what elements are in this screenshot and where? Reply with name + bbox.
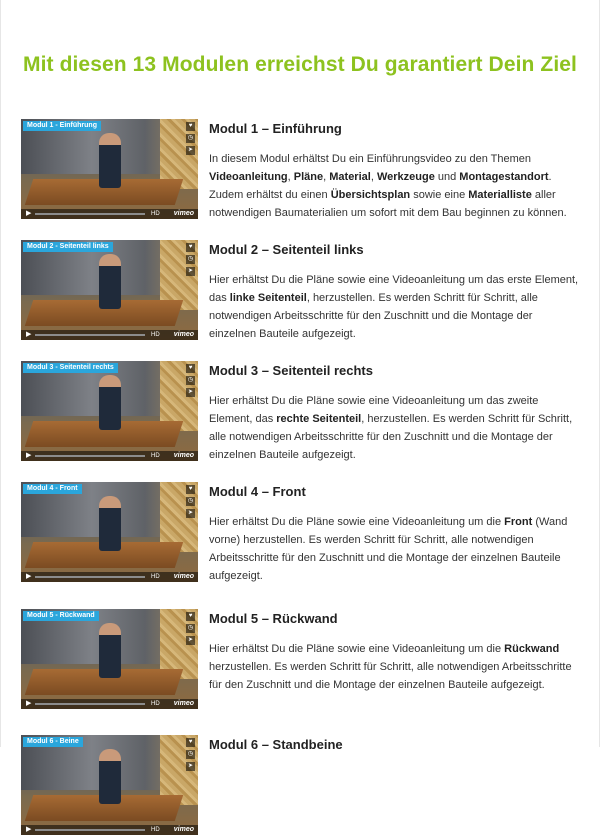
vimeo-logo[interactable]: vimeo (173, 573, 194, 580)
highlight-text: Materialliste (468, 189, 532, 201)
play-icon[interactable]: ▶ (26, 700, 32, 707)
video-progress-bar[interactable] (35, 455, 145, 457)
description-text: Hier erhältst Du die Pläne sowie eine Videoanleitung um die (209, 516, 505, 528)
share-icon[interactable]: ➤ (187, 763, 194, 769)
video-control-bar (21, 825, 198, 835)
description-text: und (434, 171, 460, 183)
vimeo-logo[interactable]: vimeo (173, 210, 194, 217)
video-control-bar (21, 209, 198, 219)
description-text: , herzustellen. Es werden Schritt für Schritt, alle notwendigen Arbeitsschritte für den Zuschnitt und die Montage der einzelnen Bauteile aufgezeigt. (209, 292, 538, 340)
video-progress-bar[interactable] (35, 576, 145, 578)
like-icon[interactable]: ♥ (186, 243, 195, 252)
description-text: , (323, 171, 330, 183)
description-text: Hier erhältst Du die Pläne sowie eine Videoanleitung um das erste Element, das (209, 274, 579, 304)
vimeo-logo[interactable]: vimeo (173, 700, 194, 707)
like-icon[interactable]: ♥ (186, 364, 195, 373)
video-control-bar (21, 451, 198, 461)
video-thumbnail[interactable] (21, 609, 198, 709)
highlight-text: Werkzeuge (376, 171, 435, 183)
hd-icon[interactable]: HD (151, 701, 160, 707)
description-text: herzustellen. Es werden Schritt für Schritt, alle notwendigen Arbeitsschritte für den Zuschnitt und die Montage der einzelnen Bauteile aufgezeigt. (209, 661, 572, 691)
video-thumbnail[interactable] (21, 482, 198, 582)
module-title: Modul 1 – Einführung (209, 121, 342, 136)
thumbnail-scene (99, 623, 121, 678)
vimeo-logo[interactable]: vimeo (173, 826, 194, 833)
description-text: Hier erhältst Du die Pläne sowie eine Videoanleitung um das zweite Element, das (209, 395, 539, 425)
page-title: Mit diesen 13 Modulen erreichst Du garantiert Dein Ziel (23, 53, 577, 76)
play-icon[interactable]: ▶ (26, 573, 32, 580)
video-thumbnail[interactable] (21, 361, 198, 461)
video-thumbnail[interactable] (21, 735, 198, 835)
later-icon[interactable]: ◷ (187, 135, 194, 141)
share-icon[interactable]: ➤ (187, 147, 194, 153)
module-description (209, 392, 579, 464)
vimeo-logo[interactable]: vimeo (173, 331, 194, 338)
thumbnail-scene (99, 496, 121, 551)
hd-icon[interactable]: HD (151, 332, 160, 338)
video-title-label[interactable]: Modul 4 - Front (23, 484, 82, 494)
video-title-label[interactable]: Modul 1 - Einführung (23, 121, 101, 131)
video-title-label[interactable]: Modul 5 - Rückwand (23, 611, 99, 621)
video-side-icons (186, 485, 195, 521)
module-title: Modul 6 – Standbeine (209, 737, 343, 752)
play-icon[interactable]: ▶ (26, 210, 32, 217)
description-text: aller notwendigen Baumaterialien um sofort mit dem Bau beginnen zu können. (209, 189, 567, 219)
module-description (209, 513, 579, 585)
later-icon[interactable]: ◷ (187, 751, 194, 757)
module-title: Modul 3 – Seitenteil rechts (209, 363, 373, 378)
video-title-label[interactable]: Modul 6 - Beine (23, 737, 83, 747)
video-progress-bar[interactable] (35, 213, 145, 215)
video-thumbnail[interactable] (21, 240, 198, 340)
hd-icon[interactable]: HD (151, 211, 160, 217)
share-icon[interactable]: ➤ (187, 389, 194, 395)
description-text: , (287, 171, 294, 183)
share-icon[interactable]: ➤ (187, 510, 194, 516)
highlight-text: Pläne (293, 171, 324, 183)
description-text: , herzustellen. Es werden Schritt für Schritt, alle notwendigen Arbeitsschritte für den Zuschnitt und die Montage der einzelnen Bauteile aufgezeigt. (209, 413, 573, 461)
vimeo-logo[interactable]: vimeo (173, 452, 194, 459)
later-icon[interactable]: ◷ (187, 377, 194, 383)
page-border-left (0, 0, 1, 747)
video-progress-bar[interactable] (35, 334, 145, 336)
like-icon[interactable]: ♥ (186, 122, 195, 131)
highlight-text: Front (504, 516, 533, 528)
video-side-icons (186, 612, 195, 648)
like-icon[interactable]: ♥ (186, 738, 195, 747)
video-side-icons (186, 364, 195, 400)
later-icon[interactable]: ◷ (187, 498, 194, 504)
description-text: (Wand vorne) herzustellen. Es werden Schritt für Schritt, alle notwendigen Arbeitsschritte für den Zuschnitt und die Montage der einzelnen Bauteile aufgezeigt. (209, 516, 568, 582)
video-title-label[interactable]: Modul 3 - Seitenteil rechts (23, 363, 118, 373)
highlight-text: rechte Seitenteil (276, 413, 362, 425)
thumbnail-scene (99, 375, 121, 430)
share-icon[interactable]: ➤ (187, 268, 194, 274)
video-progress-bar[interactable] (35, 703, 145, 705)
video-control-bar (21, 699, 198, 709)
video-side-icons (186, 738, 195, 774)
description-text: In diesem Modul erhältst Du ein Einführungsvideo zu den Themen (209, 153, 532, 165)
highlight-text: Videoanleitung (209, 171, 288, 183)
play-icon[interactable]: ▶ (26, 331, 32, 338)
module-description (209, 640, 579, 694)
hd-icon[interactable]: HD (151, 453, 160, 459)
module-description (209, 150, 579, 222)
later-icon[interactable]: ◷ (187, 625, 194, 631)
video-control-bar (21, 330, 198, 340)
highlight-text: linke Seitenteil (229, 292, 307, 304)
video-title-label[interactable]: Modul 2 - Seitenteil links (23, 242, 113, 252)
video-side-icons (186, 122, 195, 158)
later-icon[interactable]: ◷ (187, 256, 194, 262)
hd-icon[interactable]: HD (151, 827, 160, 833)
play-icon[interactable]: ▶ (26, 826, 32, 833)
video-control-bar (21, 572, 198, 582)
module-title: Modul 5 – Rückwand (209, 611, 338, 626)
thumbnail-scene (99, 133, 121, 188)
description-text: Hier erhältst Du die Pläne sowie eine Videoanleitung um die (209, 643, 505, 655)
video-progress-bar[interactable] (35, 829, 145, 831)
thumbnail-scene (99, 254, 121, 309)
highlight-text: Montagestandort (459, 171, 549, 183)
thumbnail-scene (99, 749, 121, 804)
video-thumbnail[interactable] (21, 119, 198, 219)
module-title: Modul 4 – Front (209, 484, 306, 499)
module-description (209, 271, 579, 343)
video-side-icons (186, 243, 195, 279)
description-text: sowie eine (410, 189, 469, 201)
description-text: . Zudem erhältst du einen (209, 171, 552, 201)
like-icon[interactable]: ♥ (186, 612, 195, 621)
highlight-text: Material (329, 171, 371, 183)
highlight-text: Übersichtsplan (330, 189, 411, 201)
share-icon[interactable]: ➤ (187, 637, 194, 643)
description-text: , (370, 171, 377, 183)
like-icon[interactable]: ♥ (186, 485, 195, 494)
module-title: Modul 2 – Seitenteil links (209, 242, 364, 257)
hd-icon[interactable]: HD (151, 574, 160, 580)
highlight-text: Rückwand (504, 643, 560, 655)
play-icon[interactable]: ▶ (26, 452, 32, 459)
